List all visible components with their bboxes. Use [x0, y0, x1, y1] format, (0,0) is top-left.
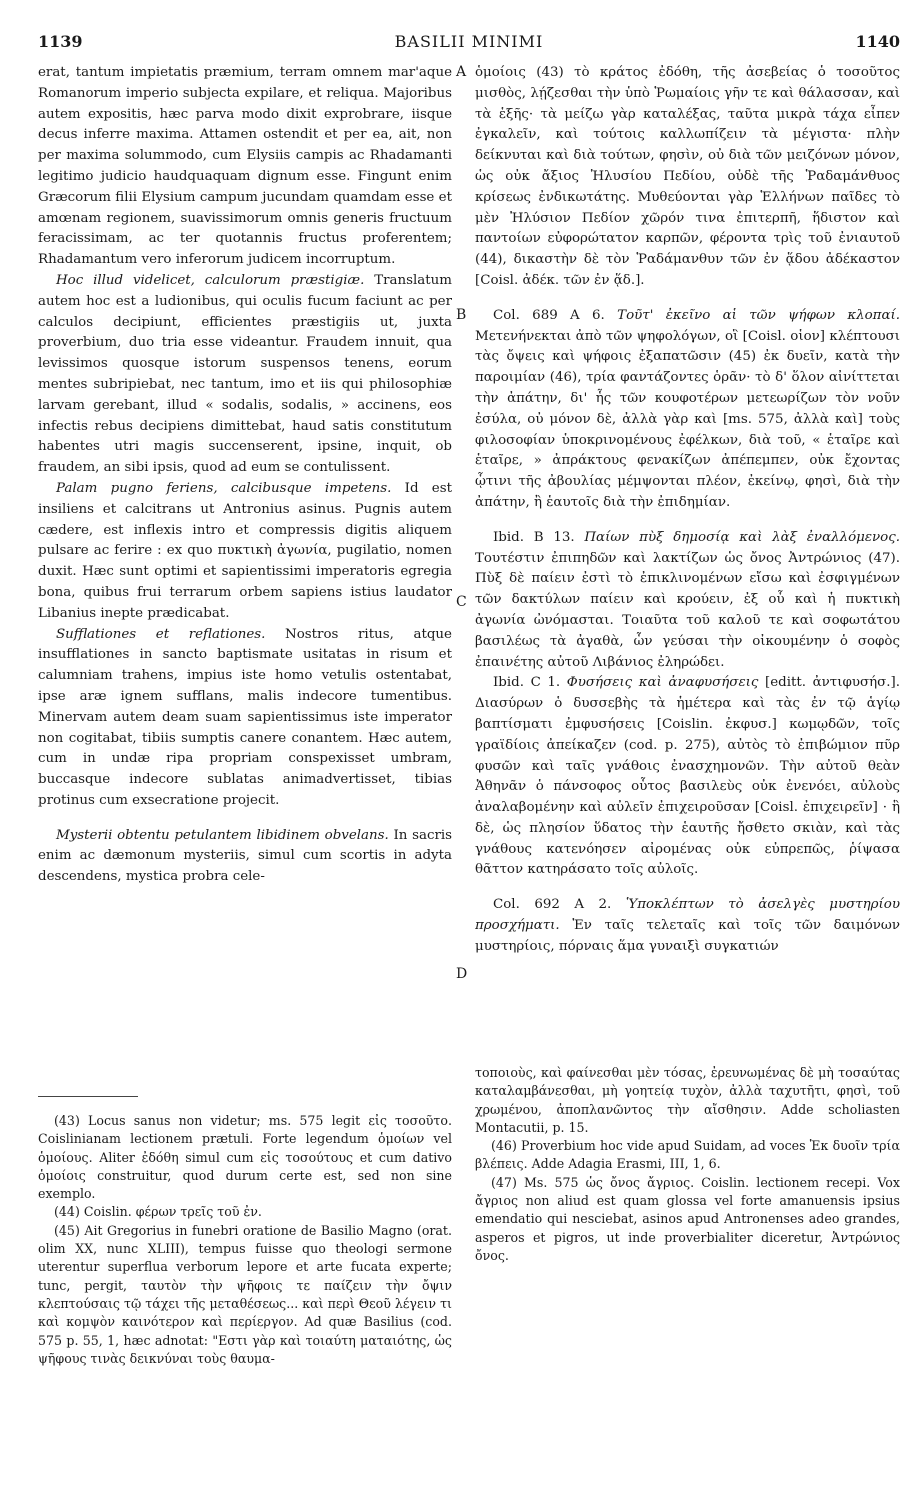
margin-letter-d: D — [456, 966, 468, 982]
latin-text: Nostros ritus, atque insufflationes in sancto baptismate usitatas in risum et calumniam trahens, impius iste homo vetulis ostentabat, ipse aræ ignem sufflans, malis indecore tumentibus. Minervam autem deam suam sapientissimus iste imperator non cogitabat, tibiis sumptis canere conantem. Hæc autem, cum in undæ ripa propriam conspexisset umbram, buccasque indecore sublatas animadvertisset, tibias protinus cum exsecratione projecit. — [38, 626, 452, 808]
greek-lemma: Τοῦτ' ἐκεῖνο αἱ τῶν ψήφων κλοπαί. — [617, 307, 900, 323]
margin-letter-b: B — [456, 307, 467, 323]
latin-paragraph — [38, 479, 452, 625]
latin-text: In sacris enim ac dæmonum mysteriis, simul cum scortis in adyta descendens, mystica probra cele- — [38, 827, 452, 885]
greek-ref: Ibid. C 1. — [493, 675, 567, 691]
latin-column — [38, 63, 452, 1063]
greek-column — [475, 63, 900, 1063]
greek-ref: Col. 689 A 6. — [493, 307, 618, 323]
footnote-divider — [38, 1096, 138, 1097]
footnote-44: (44) Coislin. φέρων τρεῖς τοῦ ἐν. — [54, 1204, 262, 1220]
latin-paragraph — [38, 826, 452, 888]
greek-lemma: Φυσήσεις καὶ ἀναφυσήσεις — [566, 675, 759, 691]
footnotes-right — [475, 1064, 900, 1484]
greek-text: Τουτέστιν ἐπιπηδῶν καὶ λακτίζων ὡς ὄνος Ἀντρώνιος (47). Πὺξ δὲ παίειν ἐστὶ τὸ ἐπικλινομένων εἴσω καὶ ἐσφιγμένων τῶν δακτύλων παίειν καὶ κρούειν, ἐξ οὗ καὶ ἡ πυκτικὴ ἀγωνία ὠνόμασται. Τοιαῦτα τοῦ καλοῦ τε καὶ σοφωτάτου βασιλέως τὰ ἀγαθὰ, ὧν γεύσαι τὴν οἰκουμένην ὁ σοφὸς ἐπαινέτης αὐτοῦ Λιβάνιος ἐληρώδει. — [475, 550, 900, 670]
running-title: BASILII MINIMI — [394, 32, 544, 51]
greek-ref: Col. 692 A 2. — [493, 897, 626, 913]
footnote-45-continued: τοποιοὺς, καὶ φαίνεσθαι μὲν τόσας, ἐρευνωμένας δὲ μὴ τοσαύτας καταλαμβάνεσθαι, μὴ γοητείᾳ τυχὸν, ἀλλὰ ταχυτῆτι, φησὶ, τοῦ χρωμένου, ἀποπλανῶντος τὴν αἴσθησιν. Adde scholiasten Montacutii, p. 15. — [475, 1065, 900, 1135]
page-header — [38, 32, 900, 54]
greek-lemma: Παίων πὺξ δημοσίᾳ καὶ λὰξ ἐναλλόμενος. — [584, 529, 900, 545]
footnote-43: (43) Locus sanus non videtur; ms. 575 legit εἰς τοσοῦτο. Coislinianam lectionem prætuli. Forte legendum ὁμοίων vel ὁμοίους. Aliter ἐδόθη simul cum εἰς τοσούτους et cum dativo ὁμοίοις construitur, quod durum certe est, sed non sine exemplo. — [38, 1113, 452, 1202]
latin-lemma: Sufflationes et reflationes. — [56, 626, 266, 642]
latin-text: Id est insiliens et calcitrans ut Antronius asinus. Pugnis autem cædere, est inflexis intro et compressis digitis aliquem pulsare ac ferire : ex quo πυκτικὴ ἀγωνία, pugilatio, nomen duxit. Hæc sunt optimi et sapientissimi imperatoris egregia bona, quibus frui terrarum orbem sapiens istius laudator Libanius inepte prædicabat. — [38, 480, 452, 621]
latin-lemma: Palam pugno feriens, calcibusque impetens. — [56, 480, 392, 496]
latin-lemma: Hoc illud videlicet, calculorum præstigiæ. — [56, 272, 365, 288]
greek-paragraph — [475, 673, 900, 881]
greek-text: [editt. ἀντιφυσήσ.]. Διασύρων ὁ δυσσεβὴς τὰ ἡμέτερα καὶ τὰς ἐν τῷ ἁγίῳ βαπτίσματι ἐμφυσήσεις [Coislin. ἐκφυσ.] κωμῳδῶν, τοῖς γραϊδίοις ἀπείκαζεν (cod. p. 275), αὐτὸς τὸ ἐπιβώμιον πῦρ φυσῶν καὶ ταῖς γνάθοις ἐνασχημονῶν. Τὴν αὐτοῦ θεὰν Ἀθηνᾶν ὁ πάνσοφος οὗτος βασιλεὺς οὐκ ἐνενόει, αὐλοὺς ἀναλαβομένην καὶ αὐλεῖν ἐπιχειροῦσαν [Coisl. ἐπιχειρεῖν] · ἣ δὲ, ὡς πλησίον ὕδατος τὴν ἑαυτῆς ἤσθετο σκιὰν, καὶ τὰς γνάθους κατενόησεν αἰρομένας οὐκ εὐπρεπῶς, ῥίψασα θᾶττον κατηράσατο τοῖς αὐλοῖς. — [475, 675, 900, 878]
left-page-number: 1139 — [38, 32, 83, 51]
latin-paragraph: erat, tantum impietatis præmium, terram omnem mar'aque Romanorum imperio subjecta expilare, et reliqua. Majoribus autem expositis, hæc parva modo dixit exprobrare, iisque decus inferre maxima. Attamen ostendit et per ea, ait, non per maxima solummodo, cum Elysiis campis ac Rhadamanti legitimo judicio haudquaquam dignum esse. Fingunt enim Græcorum filii Elysium campum jucundam quamdam esse et amœnam regionem, suavissimorum omnis generis fructuum feracissimam, ac ter quotannis fructus proferentem; Rhadamantum vero inferorum judicem incorruptum. — [38, 65, 452, 268]
footnote-46: (46) Proverbium hoc vide apud Suidam, ad voces Ἐκ δυοῖν τρία βλέπεις. Adde Adagia Erasmi, III, 1, 6. — [475, 1138, 900, 1172]
latin-paragraph — [38, 271, 452, 479]
footnotes-left — [38, 1112, 452, 1484]
greek-paragraph — [475, 306, 900, 514]
greek-text: Μετενήνεκται ἀπὸ τῶν ψηφολόγων, οἳ [Coisl. οἱον] κλέπτουσι τὰς ὄψεις καὶ ψήφοις ἐξαπατῶσιν (45) ἐκ δυεῖν, κατὰ τὴν παροιμίαν (46), τρία φαντάζοντες ὁρᾶν· τὸ δ' ὅλον αἰνίττεται τὴν ἀπάτην, δι' ἧς τῶν κουφοτέρων μετεωρίζων τὸν νοῦν ἐσύλα, οὐ μόνον δὲ, ἀλλὰ γὰρ καὶ [ms. 575, ἀλλὰ καὶ] τοὺς φιλοσοφίαν ὑποκρινομένους ἐφέλκων, διὰ τοῦ, « ἑταῖρε καὶ ἑταῖρε, » ἀπράκτους φενακίζων ἀπέπεμπεν, οὐκ ἔχοντας ᾧτινι τῆς ἀβουλίας μέμψονται πλέον, ἐκείνῳ, φησὶ, διὰ τὴν ἀπάτην, ἢ ἑαυτοῖς διὰ τὴν ἐπιδημίαν. — [475, 328, 900, 510]
latin-paragraph — [38, 625, 452, 812]
greek-paragraph — [475, 528, 900, 674]
greek-ref: Ibid. B 13. — [493, 529, 585, 545]
greek-lemma: Ὑποκλέπτων τὸ ἀσελγὲς μυστηρίου προσχήματι. — [475, 897, 900, 934]
footnote-45: (45) Ait Gregorius in funebri oratione de Basilio Magno (orat. olim XX, nunc XLIII), tempus fuisse quo theologi sermone uterentur superflua verborum lepore et arte fucata experte; tunc, pergit, ταυτὸν τὴν ψῆφοις τε παίζειν τὴν ὄψιν κλεπτούσαις τῷ τάχει τῆς μεταθέσεως... καὶ περὶ Θεοῦ λέγειν τι καὶ κομψὸν καινότερον καὶ περίεργον. Ad quæ Basilius (cod. 575 p. 55, 1, hæc adnotat: "Εστι γὰρ καὶ τοιαύτη ματαιότης, ὡς ψῆφους τινὰς δεικνύναι τοὺς θαυμα- — [38, 1222, 452, 1366]
footnote-47: (47) Ms. 575 ὡς ὄνος ἄγριος. Coislin. lectionem recepi. Vox ἄγριος non aliud est quam glossa vel forte amanuensis ipsius emendatio qui nesciebat, asinos apud Antronenses adeo grandes, asperos et pigros, ut inde proverbialiter diceretur, Ἀντρώνιος ὄνος. — [475, 1174, 900, 1263]
right-page-number: 1140 — [855, 32, 900, 51]
latin-lemma: Mysterii obtentu petulantem libidinem obvelans. — [56, 827, 389, 843]
greek-paragraph: ὁμοίοις (43) τὸ κράτος ἐδόθη, τῆς ἀσεβείας ὁ τοσοῦτος μισθὸς, λῄζεσθαι τὴν ὑπὸ Ῥωμαίοις γῆν τε καὶ θάλασσαν, καὶ τὰ ἑξῆς· τὰ μείζω γὰρ καταλέξας, ταῦτα μικρὰ τάχα εἶπεν ἐγκαλεῖν, καὶ τούτοις καλλωπίζειν τὰ μέγιστα· πλὴν δείκνυται καὶ διὰ τούτων, φησὶν, οὐ διὰ τῶν μειζόνων μόνον, ὡς οὐκ ἄξιος Ἠλυσίου Πεδίου, οὐδὲ τῆς Ῥαδαμάνθυος κρίσεως ἐνδικωτάτης. Μυθεύονται γὰρ Ἑλλήνων παῖδες τὸ μὲν Ἠλύσιον Πεδίον χῶρόν τινα ἐπιτερπῆ, ἥδιστον καὶ παντοίων εὐφορώτατον καρπῶν, φέροντα τρὶς τοῦ ἐνιαυτοῦ (44), δικαστὴν δὲ τὸν Ῥαδάμανθυν τῶν ἐν ᾅδου ἀδέκαστον [Coisl. ἀδέκ. τῶν ἐν ᾅδ.]. — [475, 65, 900, 288]
latin-text: Translatum autem hoc est a ludionibus, qui oculis fucum faciunt ac per calculos decipiunt, efficientes præstigiis ut, juxta proverbium, duo tria esse videantur. Fraudem innuit, qua levissimos quosque istorum suspensos tenens, eorum mentes subripiebat, nec tantum, imo et iis qui philosophiæ larvam gerebant, illud « sodalis, sodalis, » accinens, eos infectis rebus decipiens dimittebat, haud satis constitutum habentes utri magis succenserent, ipsine, inquit, ob fraudem, an sibi ipsis, quod ad eum se contulissent. — [38, 272, 452, 476]
greek-paragraph — [475, 895, 900, 957]
margin-letter-a: A — [456, 64, 467, 80]
greek-text: Ἐν ταῖς τελεταῖς καὶ τοῖς τῶν δαιμόνων μυστηρίοις, πόρναις ἅμα γυναιξὶ συγκατιών — [475, 918, 900, 954]
margin-letter-c: C — [456, 594, 467, 610]
